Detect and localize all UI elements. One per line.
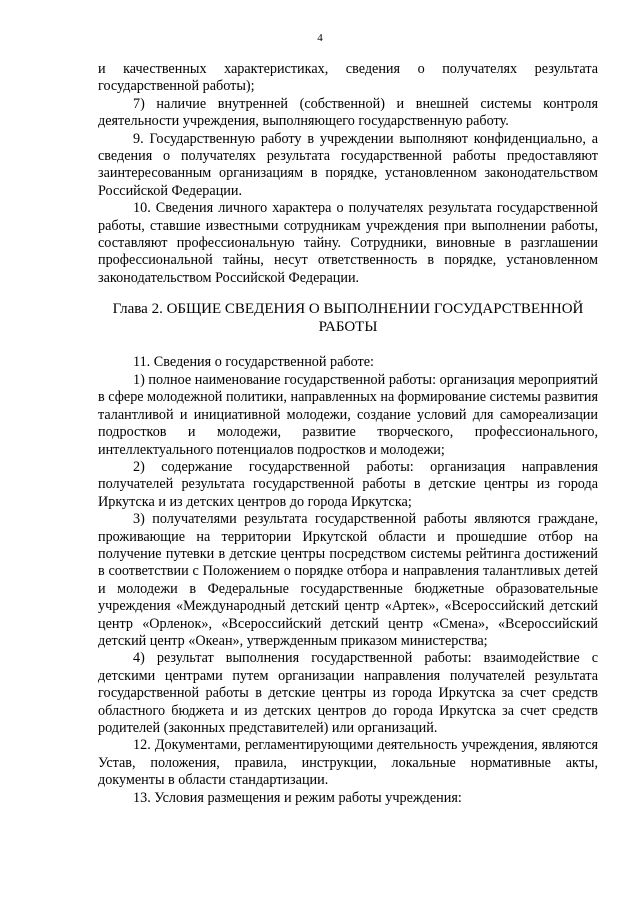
paragraph-11: 11. Сведения о государственной работе: xyxy=(133,354,374,371)
paragraph-11-item-3: 3) получателями результата государственной работы являются граждане, проживающие на территории Иркутской области и прошедшие отбор на получение путевки в детские центры посредством системы рейтинга достижений в соответствии с Положением о порядке отбора и направления талантливых детей и молодежи в Федеральные государственные бюджетные образовательные учреждения «Международный детский центр «Артек», «Всероссийский детский центр «Орленок», «Всероссийский детский центр «Смена», «Всероссийский детский центр «Океан», утвержденным приказом министерства; xyxy=(98,511,598,649)
chapter-heading: Глава 2. ОБЩИЕ СВЕДЕНИЯ О ВЫПОЛНЕНИИ ГОСУДАРСТВЕННОЙ РАБОТЫ xyxy=(112,301,584,335)
paragraph-13: 13. Условия размещения и режим работы учреждения: xyxy=(133,789,462,806)
paragraph-12: 12. Документами, регламентирующими деятельность учреждения, являются Устав, положения, правила, инструкции, локальные нормативные акты, документы в области стандартизации. xyxy=(98,737,598,789)
paragraph-10: 10. Сведения личного характера о получателях результата государственной работы, ставшие известными сотрудникам учреждения при выполнении работы, составляют профессиональную тайну. Сотрудники, виновные в разглашении профессиональной тайны, несут ответственность в порядке, установленном законодательством Российской Федерации. xyxy=(98,200,598,286)
page-number: 4 xyxy=(317,32,323,44)
paragraph-item-7: 7) наличие внутренней (собственной) и внешней системы контроля деятельности учреждения, выполняющего государственную работу. xyxy=(98,95,598,130)
document-body xyxy=(98,61,598,807)
paragraph-9: 9. Государственную работу в учреждении выполняют конфиденциально, а сведения о получателях результата государственной работы предоставляют заинтересованным организациям в порядке, установленном законодательством Российской Федерации. xyxy=(98,130,598,199)
paragraph-11-item-4: 4) результат выполнения государственной работы: взаимодействие с детскими центрами путем организации направления получателей результата государственной работы в детские центры из города Иркутска за счет средств областного бюджета и из детских центров до города Иркутска за счет средств родителей (законных представителей) или организаций. xyxy=(98,650,598,736)
paragraph-11-item-1: 1) полное наименование государственной работы: организация мероприятий в сфере молодежной политики, направленных на формирование системы развития талантливой и инициативной молодежи, создание условий для самореализации подростков и молодежи, развитие творческого, профессионального, интеллектуального потенциалов подростков и молодежи; xyxy=(98,371,598,458)
paragraph-11-item-2: 2) содержание государственной работы: организация направления получателей результата государственной работы в детские центры из города Иркутска и из детских центров до города Иркутска; xyxy=(98,458,598,510)
paragraph-continuation: и качественных характеристиках, сведения о получателях результата государственной работы); xyxy=(98,61,598,95)
